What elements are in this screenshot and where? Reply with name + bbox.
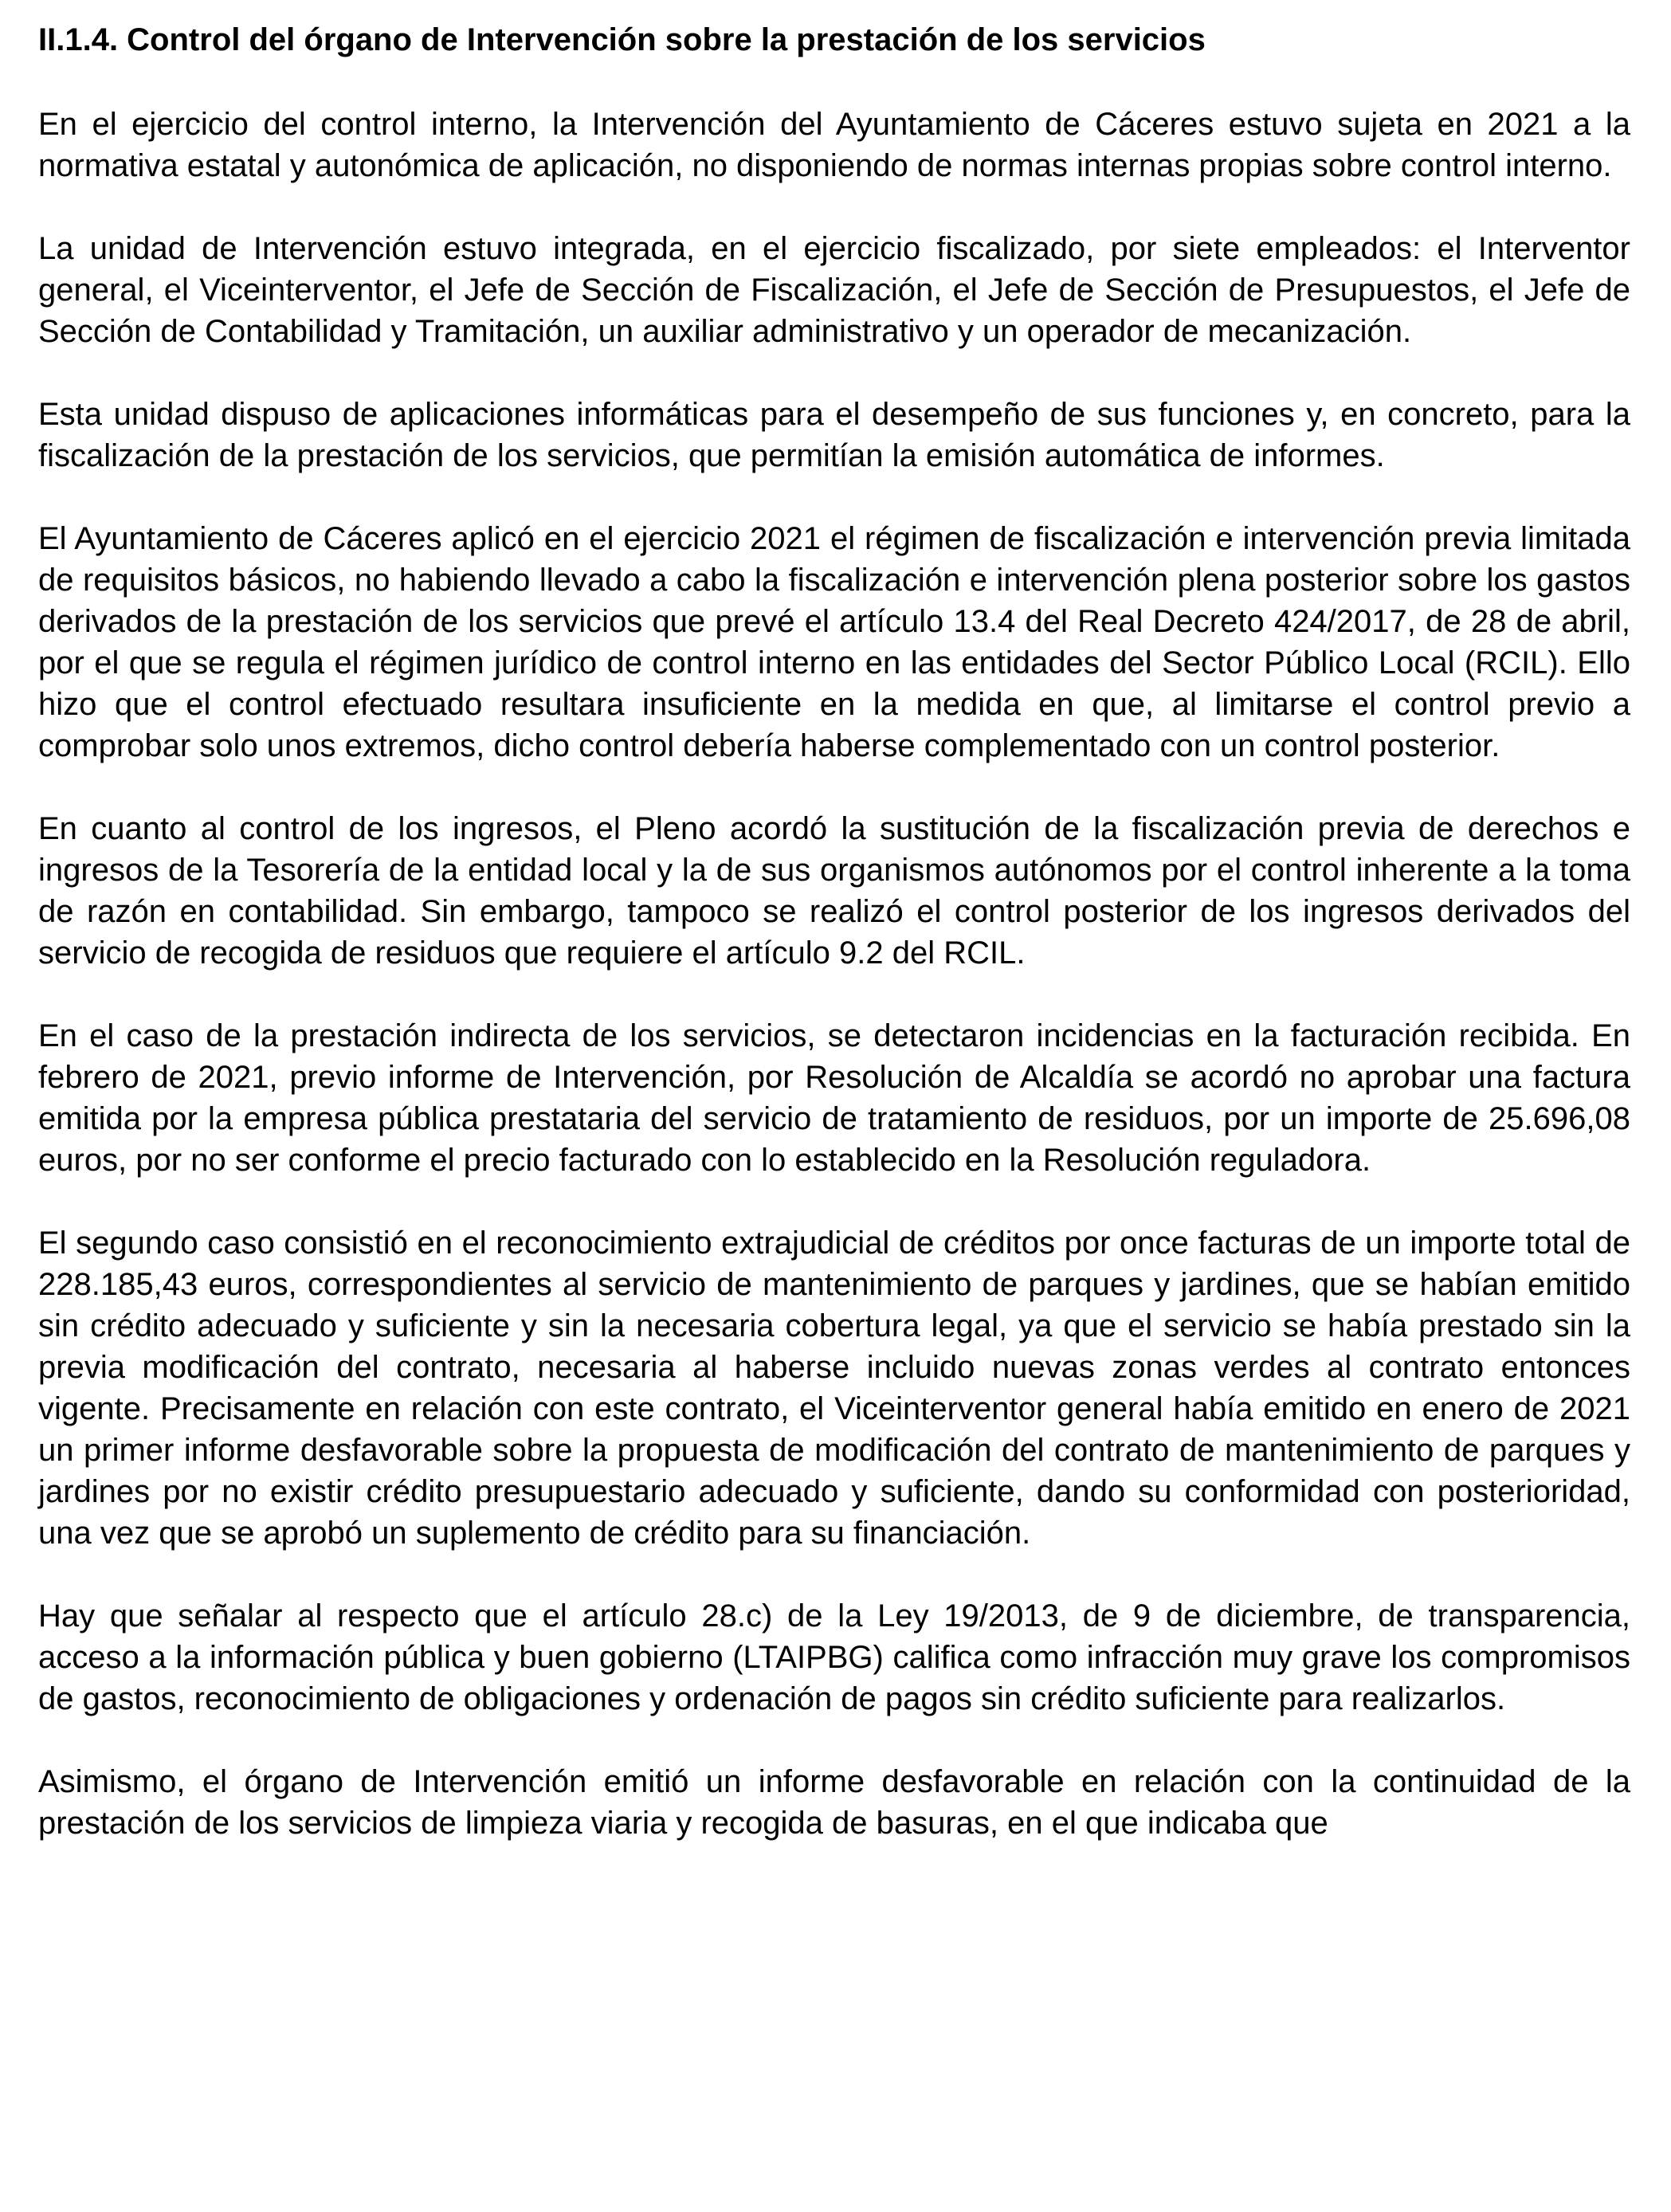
paragraph-unidad-intervencion: La unidad de Intervención estuvo integrada, en el ejercicio fiscalizado, por siete empleados: el Interventor general, el Viceinterventor, el Jefe de Sección de Fiscalización, el Jefe de Sección de Presupuestos, el Jefe de Sección de Contabilidad y Tramitación, un auxiliar administrativo y un operador de mecanización. [38,231,1630,349]
paragraph-ley-transparencia: Hay que señalar al respecto que el artículo 28.c) de la Ley 19/2013, de 9 de diciembre, de transparencia, acceso a la información pública y buen gobierno (LTAIPBG) califica como infracción muy grave los compromisos de gastos, reconocimiento de obligaciones y ordenación de pagos sin crédito suficiente para realizarlos. [38,1598,1630,1716]
paragraph-prestacion-indirecta: En el caso de la prestación indirecta de los servicios, se detectaron incidencias en la facturación recibida. En febrero de 2021, previo informe de Intervención, por Resolución de Alcaldía se acordó no aprobar una factura emitida por la empresa pública prestataria del servicio de tratamiento de residuos, por un importe de 25.696,08 euros, por no ser conforme el precio facturado con lo establecido en la Resolución reguladora. [38,1018,1630,1178]
paragraph-segundo-caso: El segundo caso consistió en el reconocimiento extrajudicial de créditos por once facturas de un importe total de 228.185,43 euros, correspondientes al servicio de mantenimiento de parques y jardines, que se habían emitido sin crédito adecuado y suficiente y sin la necesaria cobertura legal, ya que el servicio se había prestado sin la previa modificación del contrato, necesaria al haberse incluido nuevas zonas verdes al contrato entonces vigente. Precisamente en relación con este contrato, el Viceinterventor general había emitido en enero de 2021 un primer informe desfavorable sobre la propuesta de modificación del contrato de mantenimiento de parques y jardines por no existir crédito presupuestario adecuado y suficiente, dando su conformidad con posterioridad, una vez que se aprobó un suplemento de crédito para su financiación. [38,1226,1630,1551]
section-heading: II.1.4. Control del órgano de Intervención sobre la prestación de los servicios [38,22,1206,57]
paragraph-control-interno: En el ejercicio del control interno, la Intervención del Ayuntamiento de Cáceres estuvo sujeta en 2021 a la normativa estatal y autonómica de aplicación, no disponiendo de normas internas propias sobre control interno. [38,107,1630,183]
paragraph-control-ingresos: En cuanto al control de los ingresos, el Pleno acordó la sustitución de la fiscalización previa de derechos e ingresos de la Tesorería de la entidad local y la de sus organismos autónomos por el control inherente a la toma de razón en contabilidad. Sin embargo, tampoco se realizó el control posterior de los ingresos derivados del servicio de recogida de residuos que requiere el artículo 9.2 del RCIL. [38,811,1630,971]
document-page [38,18,1630,1885]
paragraph-aplicaciones-informaticas: Esta unidad dispuso de aplicaciones informáticas para el desempeño de sus funciones y, en concreto, para la fiscalización de la prestación de los servicios, que permitían la emisión automática de informes. [38,397,1630,473]
paragraph-informe-desfavorable: Asimismo, el órgano de Intervención emitió un informe desfavorable en relación con la continuidad de la prestación de los servicios de limpieza viaria y recogida de basuras, en el que indicaba que [38,1764,1630,1841]
paragraph-regimen-fiscalizacion: El Ayuntamiento de Cáceres aplicó en el ejercicio 2021 el régimen de fiscalización e intervención previa limitada de requisitos básicos, no habiendo llevado a cabo la fiscalización e intervención plena posterior sobre los gastos derivados de la prestación de los servicios que prevé el artículo 13.4 del Real Decreto 424/2017, de 28 de abril, por el que se regula el régimen jurídico de control interno en las entidades del Sector Público Local (RCIL). Ello hizo que el control efectuado resultara insuficiente en la medida en que, al limitarse el control previo a comprobar solo unos extremos, dicho control debería haberse complementado con un control posterior. [38,521,1630,763]
